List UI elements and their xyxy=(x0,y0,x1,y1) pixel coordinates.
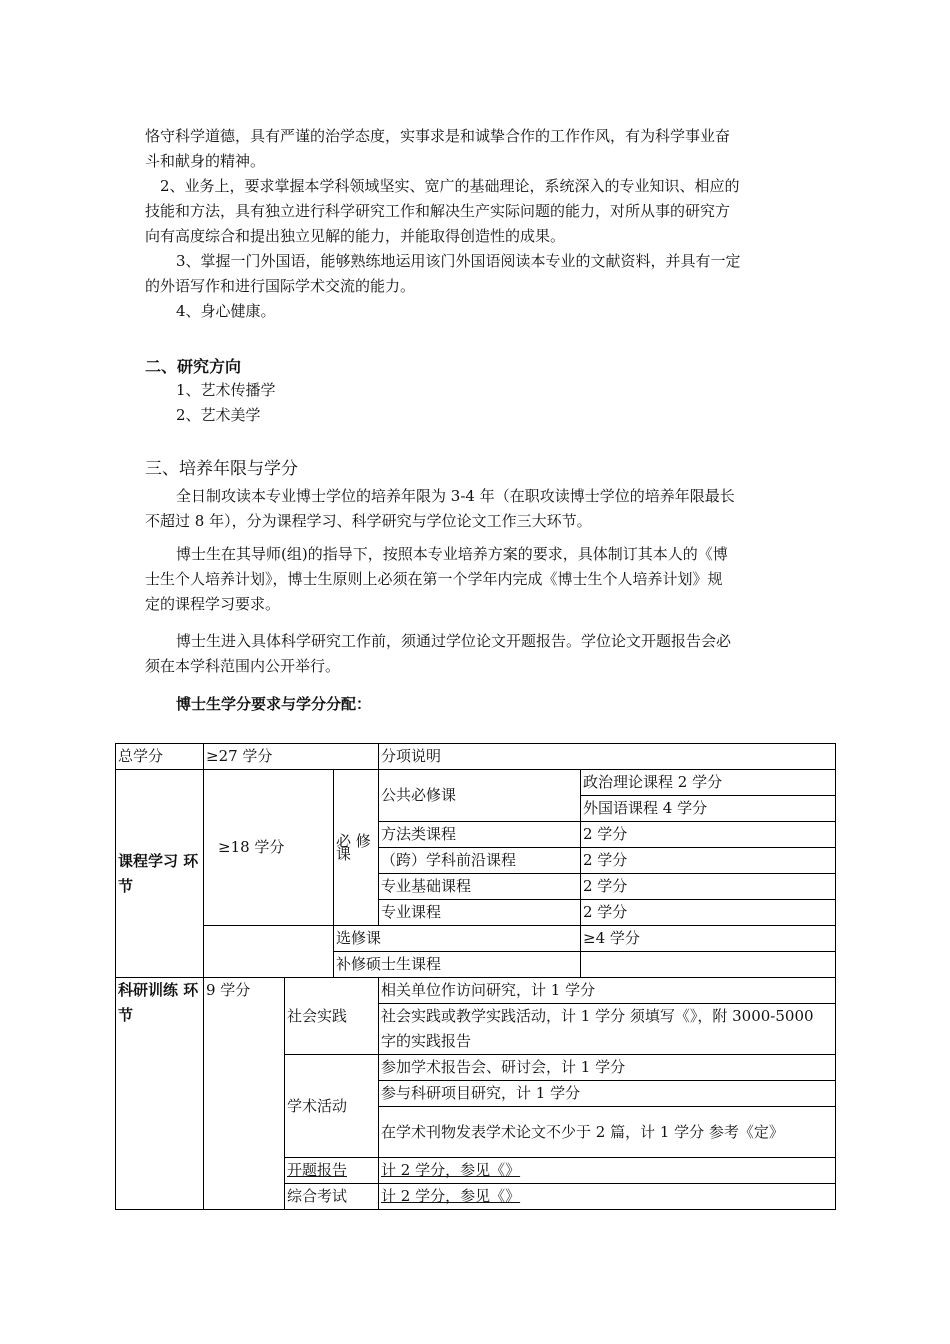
comprehensive-exam-desc-text: 计 2 学分，参见《》 xyxy=(381,1187,521,1205)
intro-paragraph xyxy=(145,124,810,174)
basic-course-credits: 2 学分 xyxy=(581,874,836,900)
proposal-label xyxy=(285,1158,379,1184)
elective-course-credits: ≥4 学分 xyxy=(581,926,836,952)
text-line: 博士生进入具体科学研究工作前，须通过学位论文开题报告。学位论文开题报告会必 xyxy=(176,632,732,650)
text-line: 定的课程学习要求。 xyxy=(145,595,281,613)
method-course: 方法类课程 xyxy=(379,822,581,848)
credits-table xyxy=(115,743,836,1210)
major-course-credits: 2 学分 xyxy=(581,900,836,926)
plan-paragraph xyxy=(145,542,841,617)
project-item: 参与科研项目研究，计 1 学分 xyxy=(379,1081,836,1107)
text-line: 不超过 8 年），分为课程学习、科学研究与学位论文工作三大环节。 xyxy=(145,512,592,530)
text-line: 恪守科学道德，具有严谨的治学态度，实事求是和诚挚合作的工作作风，有为科学事业奋 xyxy=(145,127,731,145)
papers-item: 在学术刊物发表学术论文不少于 2 篇，计 1 学分 参考《定》 xyxy=(379,1107,836,1158)
proposal-label-text: 开题报告 xyxy=(287,1161,348,1179)
method-course-credits: 2 学分 xyxy=(581,822,836,848)
text-line: 的外语写作和进行国际学术交流的能力。 xyxy=(145,277,416,295)
comprehensive-exam-label: 综合考试 xyxy=(285,1184,379,1210)
total-credits-label: 总学分 xyxy=(116,744,204,770)
total-credits-value: ≥27 学分 xyxy=(204,744,379,770)
conference-item: 参加学术报告会、研讨会，计 1 学分 xyxy=(379,1055,836,1081)
table-title: 博士生学分要求与学分分配： xyxy=(176,695,372,713)
description-header: 分项说明 xyxy=(379,744,836,770)
proposal-desc xyxy=(379,1158,836,1184)
table-row xyxy=(116,744,836,770)
section-heading-research-direction: 二、研究方向 xyxy=(145,357,242,376)
master-makeup-credits xyxy=(581,952,836,978)
politics-course: 政治理论课程 2 学分 xyxy=(581,770,836,796)
academic-activity-label: 学术活动 xyxy=(285,1055,379,1158)
table-row xyxy=(116,770,836,796)
frontier-course: （跨）学科前沿课程 xyxy=(379,848,581,874)
section-heading-duration-credits: 三、培养年限与学分 xyxy=(145,459,298,479)
course-credits-cont xyxy=(204,926,334,978)
master-makeup-course: 补修硕士生课程 xyxy=(334,952,581,978)
text-line: 斗和献身的精神。 xyxy=(145,152,266,170)
social-practice-label: 社会实践 xyxy=(285,978,379,1055)
text-line: 须在本学科范围内公开举行。 xyxy=(145,657,341,675)
requirement-2 xyxy=(145,174,825,249)
elective-course: 选修课 xyxy=(334,926,581,952)
visit-research-item: 相关单位作访问研究，计 1 学分 xyxy=(379,978,836,1004)
frontier-course-credits: 2 学分 xyxy=(581,848,836,874)
research-credits: 9 学分 xyxy=(204,978,285,1210)
course-credits: ≥18 学分 xyxy=(204,770,334,926)
text-line: 2、业务上，要求掌握本学科领域坚实、宽广的基础理论，系统深入的专业知识、相应的 xyxy=(160,177,740,195)
proposal-desc-text: 计 2 学分，参见《》 xyxy=(381,1161,521,1179)
foreign-language-course: 外国语课程 4 学分 xyxy=(581,796,836,822)
text-line: 博士生在其导师(组)的指导下，按照本专业培养方案的要求，具体制订其本人的《博 xyxy=(176,545,728,563)
comprehensive-exam-desc xyxy=(379,1184,836,1210)
table-row xyxy=(116,926,836,952)
required-course-label: 必 修 课 xyxy=(334,770,379,926)
table-row xyxy=(116,978,836,1004)
public-required-course: 公共必修课 xyxy=(379,770,581,822)
social-activity-item: 社会实践或教学实践活动，计 1 学分 须填写《》，附 3000-5000 字的实践报告 xyxy=(379,1004,836,1055)
requirement-3 xyxy=(145,249,841,299)
basic-course: 专业基础课程 xyxy=(379,874,581,900)
text-line: 3、掌握一门外国语，能够熟练地运用该门外国语阅读本专业的文献资料，并具有一定 xyxy=(176,252,741,270)
research-direction-item: 1、艺术传播学 xyxy=(176,381,276,399)
requirement-4: 4、身心健康。 xyxy=(176,302,276,320)
proposal-paragraph xyxy=(145,629,841,679)
major-course: 专业课程 xyxy=(379,900,581,926)
text-line: 全日制攻读本专业博士学位的培养年限为 3-4 年（在职攻读博士学位的培养年限最长 xyxy=(176,487,735,505)
text-line: 士生个人培养计划》，博士生原则上必须在第一个学年内完成《博士生个人培养计划》规 xyxy=(145,570,723,588)
text-line: 向有高度综合和提出独立见解的能力，并能取得创造性的成果。 xyxy=(145,227,566,245)
research-direction-item: 2、艺术美学 xyxy=(176,406,261,424)
duration-paragraph xyxy=(145,484,841,534)
text-line: 技能和方法，具有独立进行科学研究工作和解决生产实际问题的能力，对所从事的研究方 xyxy=(145,202,731,220)
course-section-label: 课程学习 环节 xyxy=(116,770,204,978)
research-section-label: 科研训练 环节 xyxy=(116,978,204,1210)
